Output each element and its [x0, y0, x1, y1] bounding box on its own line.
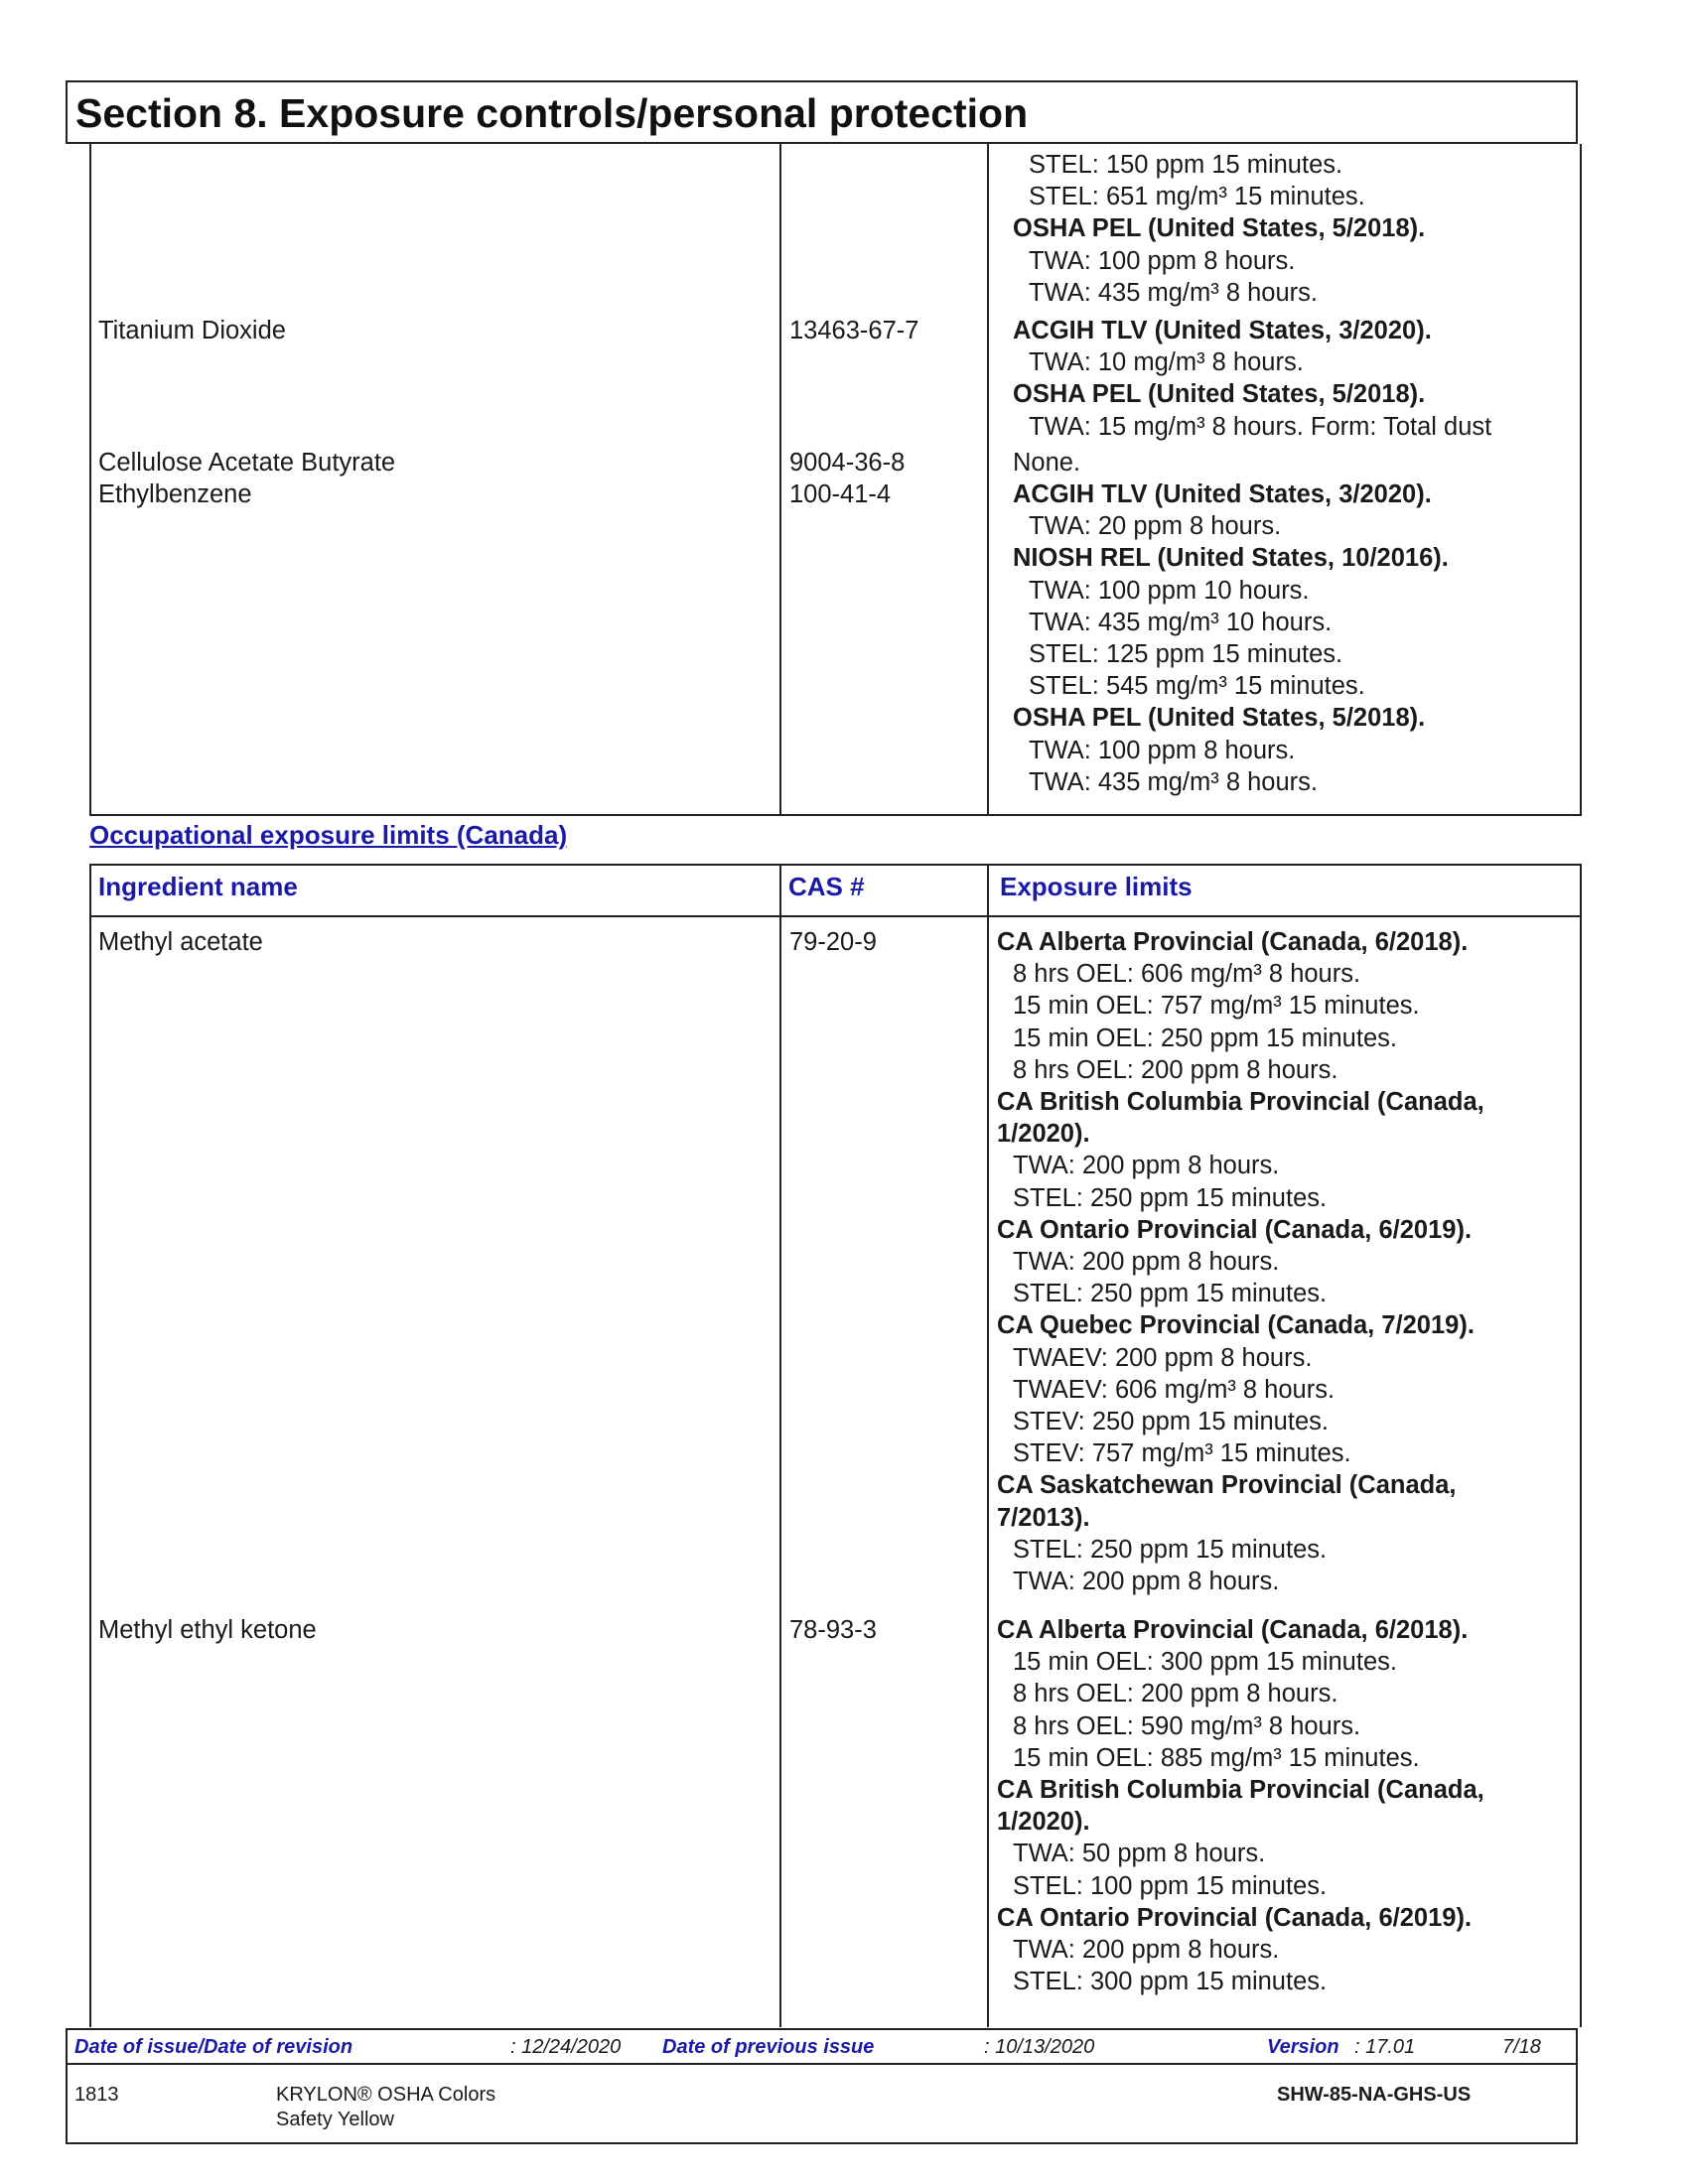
limit-line: TWA: 435 mg/m³ 8 hours.	[1029, 278, 1318, 307]
issue-date-label: Date of issue/Date of revision	[74, 2036, 353, 2058]
limit-heading: CA Ontario Provincial (Canada, 6/2019).	[997, 1215, 1473, 1244]
limit-line: TWA: 100 ppm 8 hours.	[1029, 736, 1296, 764]
limit-heading: 1/2020).	[997, 1120, 1090, 1149]
limit-heading: OSHA PEL (United States, 5/2018).	[1013, 214, 1426, 243]
limit-heading: OSHA PEL (United States, 5/2018).	[1013, 704, 1426, 733]
ingredient-name: Ethylbenzene	[98, 480, 252, 508]
ingredient-name: Titanium Dioxide	[98, 317, 286, 344]
document-id: SHW-85-NA-GHS-US	[1277, 2084, 1472, 2106]
table-border-right	[1580, 864, 1582, 2027]
ingredient-name: Methyl ethyl ketone	[98, 1616, 317, 1644]
table-border-right	[1580, 144, 1582, 816]
exposure-limits-cell	[1013, 149, 1425, 309]
limit-line: 15 min OEL: 300 ppm 15 minutes.	[1013, 1648, 1397, 1677]
table-column-divider	[779, 864, 781, 2027]
section-header	[66, 80, 1578, 144]
column-header-ingredient: Ingredient name	[98, 872, 298, 901]
cas-number: 13463-67-7	[789, 317, 919, 344]
limit-line: STEV: 757 mg/m³ 15 minutes.	[1013, 1439, 1351, 1468]
table-border-left	[89, 864, 91, 2027]
limit-line: TWA: 50 ppm 8 hours.	[1013, 1840, 1266, 1868]
limit-line: STEL: 250 ppm 15 minutes.	[1013, 1280, 1328, 1308]
limit-heading: ACGIH TLV (United States, 3/2020).	[1013, 317, 1432, 344]
product-name-line2: Safety Yellow	[276, 2109, 394, 2130]
previous-issue-label: Date of previous issue	[662, 2036, 875, 2058]
limit-heading: CA British Columbia Provincial (Canada,	[997, 1776, 1484, 1805]
cas-number: 100-41-4	[789, 480, 892, 508]
limit-heading: NIOSH REL (United States, 10/2016).	[1013, 544, 1449, 573]
limit-line: None.	[1013, 449, 1081, 477]
exposure-limits-cell	[997, 926, 1484, 1597]
limit-line: STEL: 651 mg/m³ 15 minutes.	[1029, 183, 1365, 211]
limit-line: STEL: 300 ppm 15 minutes.	[1013, 1968, 1328, 1996]
limit-line: TWA: 200 ppm 8 hours.	[1013, 1248, 1280, 1277]
limit-line: 8 hrs OEL: 200 ppm 8 hours.	[1013, 1055, 1338, 1084]
page-footer	[66, 2028, 1578, 2144]
product-code: 1813	[74, 2084, 119, 2106]
limit-heading: CA Saskatchewan Provincial (Canada,	[997, 1471, 1457, 1500]
table-column-divider	[987, 144, 989, 816]
canada-limits-title: Occupational exposure limits (Canada)	[89, 820, 568, 850]
limit-line: TWAEV: 200 ppm 8 hours.	[1013, 1343, 1313, 1372]
table-header-divider	[89, 915, 1582, 917]
cas-number: 78-93-3	[789, 1616, 877, 1644]
limit-line: STEV: 250 ppm 15 minutes.	[1013, 1408, 1329, 1436]
limit-line: 15 min OEL: 250 ppm 15 minutes.	[1013, 1024, 1397, 1052]
table-column-divider	[779, 144, 781, 816]
page-number: 7/18	[1502, 2036, 1541, 2058]
limit-line: TWA: 435 mg/m³ 8 hours.	[1029, 767, 1318, 796]
limit-line: 8 hrs OEL: 590 mg/m³ 8 hours.	[1013, 1711, 1361, 1740]
table-border-bottom	[89, 814, 1582, 816]
table-border-top	[89, 864, 1582, 866]
limit-line: TWA: 15 mg/m³ 8 hours. Form: Total dust	[1029, 412, 1492, 441]
limit-heading: ACGIH TLV (United States, 3/2020).	[1013, 480, 1432, 508]
limit-line: 8 hrs OEL: 200 ppm 8 hours.	[1013, 1680, 1338, 1708]
limit-line: TWA: 200 ppm 8 hours.	[1013, 1936, 1280, 1965]
footer-divider	[68, 2063, 1576, 2065]
limit-line: STEL: 150 ppm 15 minutes.	[1029, 151, 1343, 179]
column-header-cas: CAS #	[788, 872, 865, 901]
table-border-left	[89, 144, 91, 816]
limit-line: TWAEV: 606 mg/m³ 8 hours.	[1013, 1375, 1336, 1404]
issue-date-value: : 12/24/2020	[510, 2036, 622, 2058]
column-header-limits: Exposure limits	[1000, 872, 1193, 901]
version-value: : 17.01	[1354, 2036, 1416, 2058]
limit-line: TWA: 200 ppm 8 hours.	[1013, 1152, 1280, 1180]
cas-number: 79-20-9	[789, 928, 877, 956]
limit-line: TWA: 100 ppm 8 hours.	[1029, 246, 1296, 275]
limit-heading: OSHA PEL (United States, 5/2018).	[1013, 380, 1426, 409]
product-name-line1: KRYLON® OSHA Colors	[276, 2084, 496, 2106]
limit-heading: CA Quebec Provincial (Canada, 7/2019).	[997, 1311, 1475, 1340]
limit-line: TWA: 10 mg/m³ 8 hours.	[1029, 348, 1304, 377]
ingredient-name: Methyl acetate	[98, 928, 263, 956]
cas-number: 9004-36-8	[789, 449, 906, 477]
limit-heading: CA British Columbia Provincial (Canada,	[997, 1088, 1484, 1117]
section-title: Section 8. Exposure controls/personal protection	[75, 90, 1029, 136]
limit-heading: CA Alberta Provincial (Canada, 6/2018).	[997, 1616, 1469, 1644]
limit-line: TWA: 435 mg/m³ 10 hours.	[1029, 608, 1333, 636]
limit-heading: 7/2013).	[997, 1503, 1090, 1532]
limit-line: STEL: 545 mg/m³ 15 minutes.	[1029, 672, 1365, 701]
table-column-divider	[987, 864, 989, 2027]
limit-line: STEL: 250 ppm 15 minutes.	[1013, 1535, 1328, 1564]
exposure-limits-cell	[1013, 315, 1491, 443]
version-label: Version	[1267, 2036, 1339, 2058]
exposure-limits-cell	[1013, 478, 1449, 798]
limit-heading: CA Ontario Provincial (Canada, 6/2019).	[997, 1903, 1473, 1932]
limit-line: 15 min OEL: 757 mg/m³ 15 minutes.	[1013, 992, 1420, 1021]
limit-line: 15 min OEL: 885 mg/m³ 15 minutes.	[1013, 1743, 1420, 1772]
limit-line: TWA: 100 ppm 10 hours.	[1029, 576, 1310, 605]
limit-line: STEL: 250 ppm 15 minutes.	[1013, 1183, 1328, 1212]
limit-line: STEL: 125 ppm 15 minutes.	[1029, 640, 1343, 669]
limit-line: 8 hrs OEL: 606 mg/m³ 8 hours.	[1013, 960, 1361, 989]
ingredient-name: Cellulose Acetate Butyrate	[98, 449, 396, 477]
limit-line: TWA: 20 ppm 8 hours.	[1029, 512, 1282, 541]
previous-issue-value: : 10/13/2020	[984, 2036, 1095, 2058]
limit-heading: CA Alberta Provincial (Canada, 6/2018).	[997, 928, 1469, 956]
exposure-limits-cell	[1013, 447, 1080, 478]
limit-heading: 1/2020).	[997, 1808, 1090, 1837]
exposure-limits-cell	[997, 1614, 1484, 1997]
limit-line: STEL: 100 ppm 15 minutes.	[1013, 1871, 1328, 1900]
limit-line: TWA: 200 ppm 8 hours.	[1013, 1568, 1280, 1596]
